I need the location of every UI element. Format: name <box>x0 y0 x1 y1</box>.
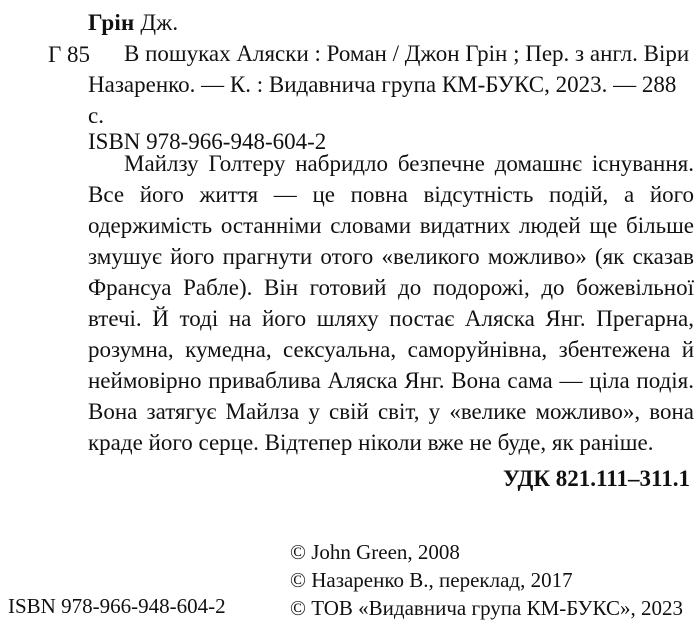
bibliographic-entry: В пошуках Аляски : Роман / Джон Грін ; Пер. з англ. Віри Назаренко. — К. : Видавнича група КМ-БУКС, 2023. — 288 с. <box>88 41 690 128</box>
author-initials: Дж. <box>140 10 179 35</box>
isbn-top: ISBN 978-966-948-604-2 <box>88 129 327 154</box>
author-surname: Грін <box>88 10 135 35</box>
copyright-block <box>290 538 683 622</box>
classification-code: Г 85 <box>48 42 91 67</box>
copyright-line-translation: © Назаренко В., переклад, 2017 <box>290 568 573 592</box>
udk-index: УДК 821.111–311.1 <box>503 466 690 491</box>
copyright-line-publisher: © ТОВ «Видавнича група КМ-БУКС», 2023 <box>290 596 683 620</box>
author-heading <box>88 10 178 36</box>
copyright-line-author: © John Green, 2008 <box>290 540 460 564</box>
isbn-bottom: ISBN 978-966-948-604-2 <box>8 594 226 618</box>
book-annotation: Майлзу Голтеру набридло безпечне домашнє існування. Все його життя — це повна відсутність подій, а його одержимість останніми словами видатних людей ще більше змушує його прагнути отого «великого можливо» (як сказав Франсуа Рабле). Він готовий до подорожі, до божевільної втечі. Й тоді на його шляху постає Аляска Янг. Прегарна, розумна, кумедна, сексуальна, саморуйнівна, збентежена й неймовірно приваблива Аляска Янг. Вона сама — ціла подія. Вона затягує Майлза у свій світ, у «велике можливо», вона краде його серце. Відтепер ніколи вже не буде, як раніше. <box>88 151 694 455</box>
